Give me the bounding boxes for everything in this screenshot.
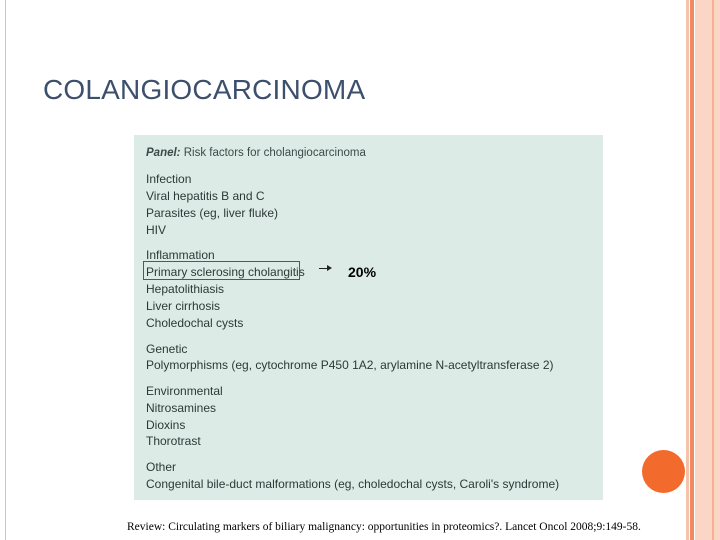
risk-factors-panel: [134, 135, 603, 500]
decor-circle: [642, 450, 685, 493]
list-item: Hepatolithiasis: [146, 282, 225, 296]
decor-stripe: [712, 0, 714, 540]
panel-label: Panel:: [146, 147, 181, 159]
category-genetic: Genetic: [146, 342, 188, 356]
left-border-line: [5, 0, 6, 540]
highlight-box: [143, 261, 300, 280]
list-item: Thorotrast: [146, 434, 201, 448]
panel-title: Risk factors for cholangiocarcinoma: [183, 147, 366, 159]
list-item: Parasites (eg, liver fluke): [146, 206, 279, 220]
list-item: HIV: [146, 223, 167, 237]
decor-stripe: [690, 0, 694, 540]
list-item: Nitrosamines: [146, 401, 217, 415]
category-inflammation: Inflammation: [146, 248, 215, 262]
decor-stripe: [695, 0, 720, 540]
list-item: Choledochal cysts: [146, 316, 244, 330]
list-item: Viral hepatitis B and C: [146, 189, 265, 203]
slide-title: COLANGIOCARCINOMA: [43, 74, 366, 105]
decor-stripe: [686, 0, 689, 540]
list-item-highlighted: Primary sclerosing cholangitis: [146, 265, 305, 279]
list-item: Polymorphisms (eg, cytochrome P450 1A2, arylamine N-acetyltransferase 2): [146, 358, 554, 372]
category-environmental: Environmental: [146, 384, 223, 398]
panel-heading: [146, 147, 366, 159]
arrow-right-icon: [319, 268, 330, 269]
percent-annotation: 20%: [348, 264, 377, 280]
list-item: Dioxins: [146, 418, 186, 432]
category-other: Other: [146, 460, 177, 474]
list-item: Congenital bile-duct malformations (eg, choledochal cysts, Caroli's syndrome): [146, 477, 560, 491]
citation-text: Review: Circulating markers of biliary malignancy: opportunities in proteomics?. Lancet Oncol 2008;9:149-58.: [127, 521, 641, 533]
category-infection: Infection: [146, 172, 192, 186]
list-item: Liver cirrhosis: [146, 299, 221, 313]
